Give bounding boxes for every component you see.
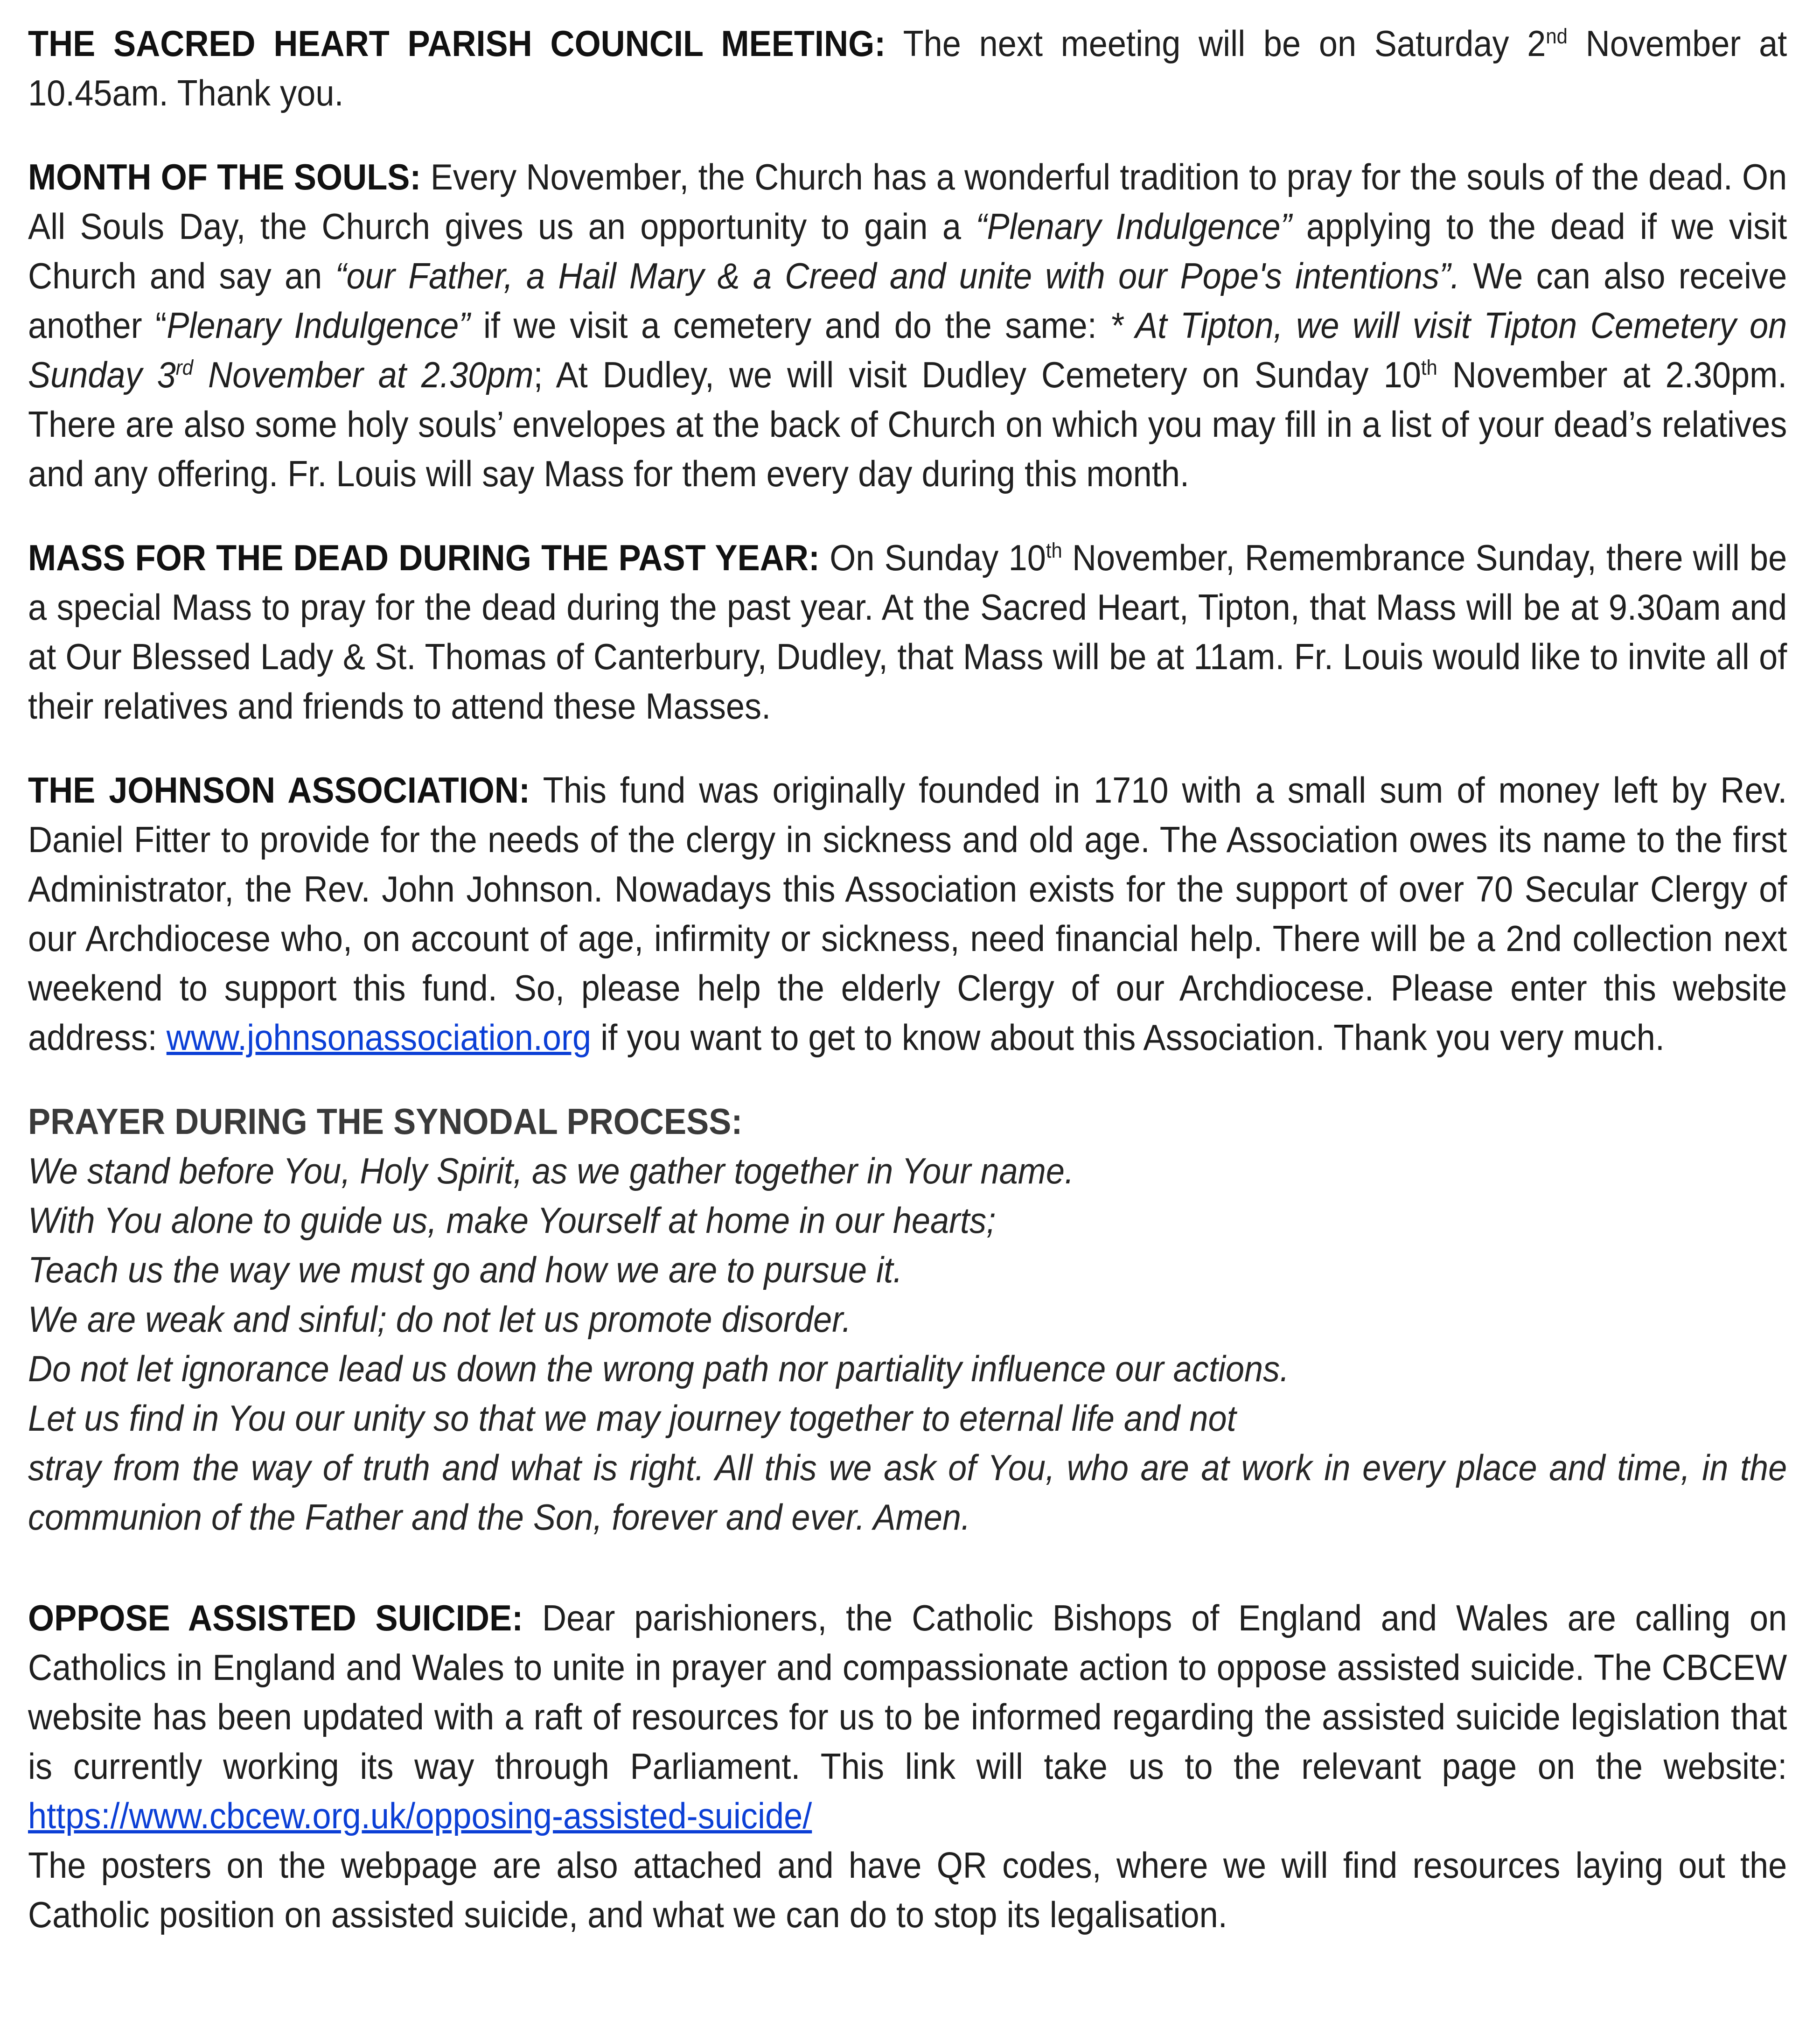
mass-text-2: November, Remembrance Sunday, there will be a special Mass to pray for the dead during the past year. At the Sacred Heart, Tipton, that Mass will be at 9.30am and at Our Blessed Lady & St. Thomas of Canterbury, Dudley, that Mass will be at 11am. Fr. Louis would like to invite all of their relatives and friends to attend these Masses. bbox=[28, 537, 1787, 727]
prayer-line: With You alone to guide us, make Yourself at home in our hearts; bbox=[28, 1200, 996, 1241]
johnson-association-link[interactable]: www.johnsonassociation.org bbox=[166, 1017, 592, 1058]
souls-italic-4: * At Tipton, we will visit Tipton Cemetery on Sunday 3 bbox=[28, 305, 1787, 395]
mass-for-dead-heading: MASS FOR THE DEAD DURING THE PAST YEAR: bbox=[28, 537, 820, 578]
prayer-line: Let us find in You our unity so that we may journey together to eternal life and not bbox=[28, 1398, 1236, 1439]
council-meeting-sup: nd bbox=[1546, 24, 1568, 48]
johnson-association-heading: THE JOHNSON ASSOCIATION: bbox=[28, 769, 530, 811]
johnson-text-1: This fund was originally founded in 1710 with a small sum of money left by Rev. Daniel Fitter to provide for the needs of the clergy in sickness and old age. The Association owes its name to the first Administrator, the Rev. John Johnson. Nowadays this Association exists for the support of over 70 Secular Clergy of our Archdiocese who, on account of age, infirmity or sickness, need financial help. There will be a 2nd collection next weekend to support this fund. So, please help the elderly Clergy of our Archdiocese. Please enter this website address: bbox=[28, 769, 1787, 1058]
souls-sup-th: th bbox=[1421, 356, 1437, 379]
prayer-line: Do not let ignorance lead us down the wrong path nor partiality influence our actions. bbox=[28, 1348, 1290, 1389]
souls-text-4: if we visit a cemetery and do the same: bbox=[470, 305, 1110, 346]
suicide-text-1: Dear parishioners, the Catholic Bishops of England and Wales are calling on Catholics in England and Wales to unite in prayer and compassionate action to oppose assisted suicide. The CBCEW website has been updated with a raft of resources for us to be informed regarding the assisted suicide legislation that is currently working its way through Parliament. This link will take us to the relevant page on the website: bbox=[28, 1597, 1787, 1787]
month-of-souls-notice bbox=[28, 152, 1787, 498]
suicide-text-2: The posters on the webpage are also attached and have QR codes, where we will find resources laying out the Catholic position on assisted suicide, and what we can do to stop its legalisation. bbox=[28, 1845, 1787, 1935]
council-meeting-heading: THE SACRED HEART PARISH COUNCIL MEETING: bbox=[28, 23, 886, 64]
souls-italic-5: November at 2.30pm bbox=[193, 354, 534, 395]
month-of-souls-heading: MONTH OF THE SOULS: bbox=[28, 156, 421, 197]
souls-italic-2: “our Father, a Hail Mary & a Creed and unite with our Pope's intentions”. bbox=[335, 255, 1460, 296]
johnson-text-2: if you want to get to know about this Association. Thank you very much. bbox=[591, 1017, 1665, 1058]
cbcew-link[interactable]: https://www.cbcew.org.uk/opposing-assisted-suicide/ bbox=[28, 1795, 812, 1836]
council-meeting-text-a: The next meeting will be on Saturday 2 bbox=[886, 23, 1546, 64]
souls-text-6: November at 2.30pm. There are also some holy souls’ envelopes at the back of Church on which you may fill in a list of your dead’s relatives and any offering. Fr. Louis will say Mass for them every day during this month. bbox=[28, 354, 1787, 494]
oppose-assisted-suicide-heading: OPPOSE ASSISTED SUICIDE: bbox=[28, 1597, 523, 1638]
souls-sup-rd bbox=[176, 356, 193, 379]
synodal-prayer-heading: PRAYER DURING THE SYNODAL PROCESS: bbox=[28, 1101, 743, 1142]
council-meeting-text-b: November at 10.45am. Thank you. bbox=[28, 23, 1787, 113]
johnson-association-notice bbox=[28, 765, 1787, 1062]
souls-sup-rd-text: rd bbox=[175, 356, 194, 379]
mass-for-dead-notice bbox=[28, 533, 1787, 731]
mass-sup-th: th bbox=[1046, 538, 1062, 562]
souls-italic-3: Plenary Indulgence” bbox=[167, 305, 470, 346]
prayer-closing-line: stray from the way of truth and what is right. All this we ask of You, who are at work in every place and time, in the communion of the Father and the Son, forever and ever. Amen. bbox=[28, 1447, 1787, 1538]
souls-text-3: We can also receive another “ bbox=[28, 255, 1787, 346]
prayer-line: Teach us the way we must go and how we are to pursue it. bbox=[28, 1249, 903, 1290]
prayer-line: We are weak and sinful; do not let us promote disorder. bbox=[28, 1299, 851, 1340]
mass-text-1: On Sunday 10 bbox=[820, 537, 1046, 578]
souls-text-2: applying to the dead if we visit Church and say an bbox=[28, 206, 1787, 296]
prayer-line: We stand before You, Holy Spirit, as we gather together in Your name. bbox=[28, 1150, 1074, 1191]
souls-italic-1: “Plenary Indulgence” bbox=[976, 206, 1292, 247]
souls-text-5: ; At Dudley, we will visit Dudley Cemetery on Sunday 10 bbox=[533, 354, 1421, 395]
newsletter-page bbox=[28, 19, 1787, 1974]
synodal-prayer bbox=[28, 1097, 1787, 1542]
oppose-assisted-suicide-notice bbox=[28, 1593, 1787, 1939]
council-meeting-notice bbox=[28, 19, 1787, 118]
souls-text-1: Every November, the Church has a wonderful tradition to pray for the souls of the dead. On All Souls Day, the Church gives us an opportunity to gain a bbox=[28, 156, 1787, 247]
